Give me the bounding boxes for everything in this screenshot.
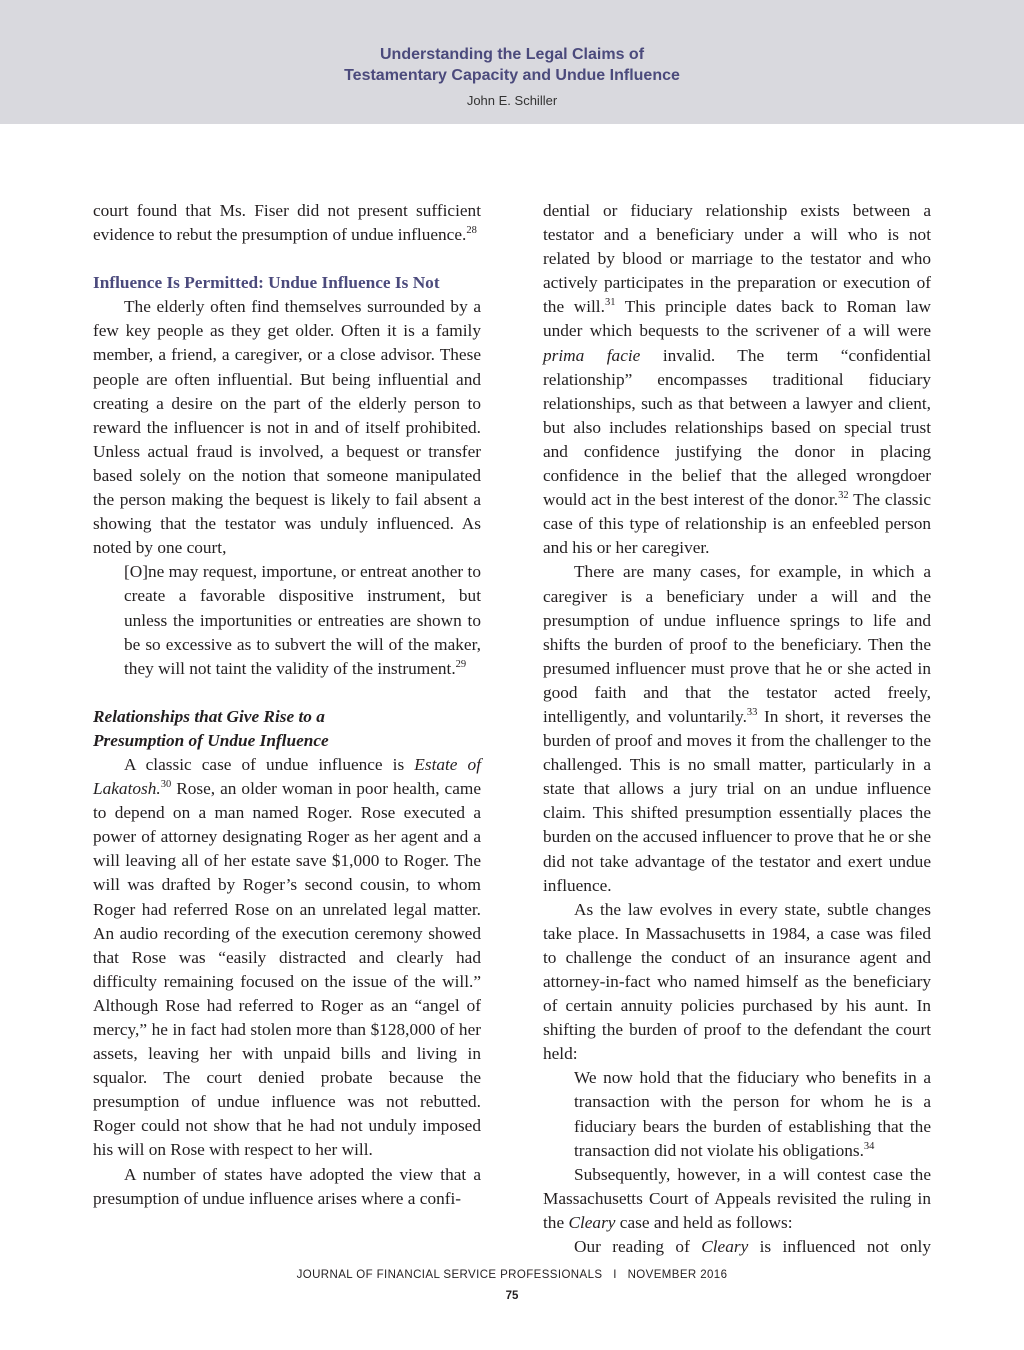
article-title-line-1: Understanding the Legal Claims of	[379, 46, 645, 63]
subsection-heading-line-2: Presumption of Undue Influence	[93, 730, 329, 750]
section-heading: Influence Is Permitted: Undue Influence Is Not	[93, 273, 440, 293]
page-number: 75	[505, 1290, 519, 1302]
block-quote: We now hold that the fiduciary who benefits in a transaction with the person for whom he is a fiduciary bears the burden of establishing that the transaction did not violate his obligations.$^{34}$	[574, 1068, 931, 1160]
subsection-heading	[93, 705, 481, 753]
paragraph-continued: court found that Ms. Fiser did not present sufficient evidence to rebut the presumption of undue influence.$^{28}$	[93, 201, 481, 245]
left-column	[93, 199, 481, 1211]
footnote-ref: 29	[455, 658, 467, 670]
paragraph: A classic case of undue influence is Estate of Lakatosh.$^{30}$ Rose, an older woman in poor health, came to depend on a man named Roger. Rose executed a power of attorney designating Roger as her agent and a will leaving all of her estate save $1,000 to Roger. The will was drafted by Roger’s second cousin, to whom Roger had referred Rose on an unrelated legal matter. An audio recording of the execution ceremony showed that Rose was “easily distracted and clearly had difficulty remaining focused on the issue of the will.” Although Rose had referred to Roger as an “angel of mercy,” he in fact had stolen more than $128,000 of her assets, leaving her with unpaid bills and living in squalor. The court denied probate because the presumption of undue influence was not rebutted. Roger could not show that he had not unduly imposed his will on Rose with respect to her will.	[93, 754, 481, 1160]
paragraph: There are many cases, for example, in which a caregiver is a beneficiary under a will and the presumption of undue influence springs to life and shifts the burden of proof to the beneficiary. Then the presumed influencer must prove that he or she acted in good faith and that the testator acted freely, intelligently, and voluntarily.$^{33}$ In short, it reverses the burden of proof and moves it from the challenger to the challenged. This is no small matter, particularly in a state that allows a jury trial on an undue influence claim. This shifted presumption essentially places the burden on the accused influencer to prove that he or she did not take advantage of the testator and exert undue influence.	[543, 562, 931, 895]
case-name: Cleary	[568, 1212, 616, 1232]
block-quote: [O]ne may request, importune, or entreat another to create a favorable dispositive instrument, but unless the importunities or entreaties are shown to be so excessive as to subvert the will of the maker, they will not taint the validity of the instrument.$^{29}$	[124, 562, 481, 678]
footnote-ref: 33	[746, 707, 758, 719]
footnote-ref: 32	[838, 490, 849, 502]
running-header	[0, 0, 1024, 124]
paragraph: A number of states have adopted the view that a presumption of undue influence arises where a confi-	[93, 1164, 481, 1208]
footnote-ref: 28	[466, 225, 477, 237]
paragraph: Subsequently, however, in a will contest case the Massachusetts Court of Appeals revisited the ruling in the Cleary case and held as follows:	[543, 1164, 931, 1232]
footnote-ref: 34	[863, 1140, 875, 1152]
footnote-ref: 31	[604, 297, 616, 309]
paragraph-continued: dential or fiduciary relationship exists between a testator and a beneficiary under a will who is not related by blood or marriage to the testator and who actively participates in the preparation or execution of the will.$^{31}$ This principle dates back to Roman law under which bequests to the scrivener of a will were prima facie invalid. The term “confidential relationship” encompasses traditional fiduciary relationships, such as that between a lawyer and client, but also includes relationships based on special trust and confidence justifying the donor in placing confidence in the belief that the alleged wrongdoer would act in the best interest of the donor.$^{32}$ The classic case of this type of relationship is an enfeebled person and his or her caregiver.	[543, 201, 931, 558]
footnote-ref: 30	[160, 779, 172, 791]
paragraph: The elderly often find themselves surrounded by a few key people as they get older. Often it is a family member, a friend, a caregiver, or a close advisor. These people are often influential. But being influential and creating a desire on the part of the elderly person to reward the influencer is not in and of itself prohibited. Unless actual fraud is involved, a bequest or transfer based solely on the notion that someone manipulated the person making the bequest is likely to fail absent a showing that the testator was unduly influenced. As noted by one court,	[93, 297, 481, 558]
article-title	[0, 44, 1024, 86]
paragraph: As the law evolves in every state, subtle changes take place. In Massachusetts in 1984, a case was filed to challenge the conduct of an insurance agent and attorney-in-fact who named himself as the beneficiary of certain annuity policies purchased by his aunt. In shifting the burden of proof to the defendant the court held:	[543, 899, 931, 1064]
right-column	[543, 199, 931, 1259]
case-name: Cleary	[701, 1237, 749, 1257]
paragraph: Our reading of Cleary is influenced not only	[574, 1237, 931, 1257]
article-title-line-2: Testamentary Capacity and Undue Influence	[344, 67, 680, 84]
subsection-heading-line-1: Relationships that Give Rise to a	[93, 706, 325, 726]
article-author: John E. Schiller	[466, 93, 558, 108]
latin-term: prima facie	[543, 345, 641, 365]
journal-footer: JOURNAL OF FINANCIAL SERVICE PROFESSIONALS I NOVEMBER 2016	[296, 1269, 728, 1281]
case-name: Estate of Lakatosh.	[93, 754, 481, 799]
